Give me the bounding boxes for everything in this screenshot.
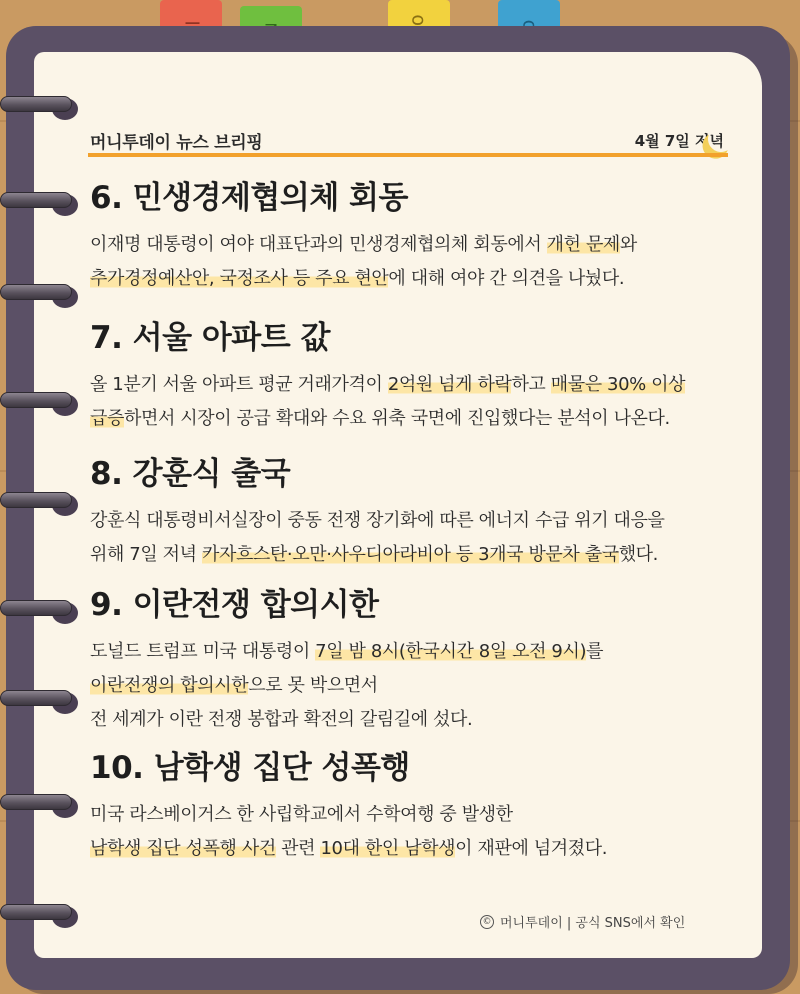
news-item-line — [90, 798, 750, 832]
highlighted-text: 급증 — [90, 408, 124, 429]
news-item-line — [90, 703, 750, 737]
ring-wire — [0, 284, 72, 300]
highlighted-text: 개헌 문제 — [546, 234, 620, 255]
highlighted-text: 7일 밤 8시(한국시간 8일 오전 9시) — [315, 641, 587, 662]
news-item-line — [90, 504, 750, 538]
news-item-line — [90, 368, 750, 402]
news-item-line — [90, 635, 750, 669]
binder-ring — [0, 388, 84, 418]
footer-text: 머니투데이 | 공식 SNS에서 확인 — [500, 916, 686, 931]
footer — [480, 912, 740, 931]
binder-ring — [0, 488, 84, 518]
date-text: 4월 7일 저녁 — [634, 131, 724, 150]
news-item-line — [90, 832, 750, 866]
body-text: 미국 라스베이거스 한 사립학교에서 수학여행 중 발생한 — [90, 804, 513, 825]
date-label — [635, 130, 730, 151]
news-item-line — [90, 262, 750, 296]
ring-wire — [0, 690, 72, 706]
news-item-line — [90, 538, 750, 572]
highlighted-text: 추가경정예산안, 국정조사 등 주요 현안 — [90, 268, 389, 289]
binder-rings — [0, 0, 90, 994]
binder-ring — [0, 188, 84, 218]
news-item — [90, 748, 750, 866]
body-text: 위해 7일 저녁 — [90, 544, 202, 565]
ring-wire — [0, 794, 72, 810]
binder-ring — [0, 92, 84, 122]
binder-ring — [0, 686, 84, 716]
ring-wire — [0, 392, 72, 408]
body-text: 와 — [619, 234, 637, 255]
news-item-title: 9. 이란전쟁 합의시한 — [90, 587, 379, 623]
ring-wire — [0, 904, 72, 920]
highlighted-text: 2억원 넘게 하락 — [387, 374, 512, 395]
highlighted-text: 남학생 집단 성폭행 사건 — [90, 838, 276, 859]
body-text: 관련 — [275, 838, 321, 859]
news-item-title: 7. 서울 아파트 값 — [90, 320, 330, 356]
news-item-line — [90, 669, 750, 703]
brand-title: 머니투데이 뉴스 브리핑 — [90, 132, 263, 153]
news-item-title: 10. 남학생 집단 성폭행 — [90, 750, 410, 786]
ring-wire — [0, 492, 72, 508]
body-text: 이재명 대통령이 여야 대표단과의 민생경제협의체 회동에서 — [90, 234, 547, 255]
body-text: 전 세계가 이란 전쟁 봉합과 확전의 갈림길에 섰다. — [90, 709, 473, 730]
body-text: 하면서 시장이 공급 확대와 수요 위축 국면에 진입했다는 분석이 나온다. — [123, 408, 670, 429]
body-text: 했다. — [618, 544, 658, 565]
body-text: 으로 못 박으면서 — [248, 675, 378, 696]
highlighted-text: 매물은 30% 이상 — [550, 374, 686, 395]
news-item-line — [90, 228, 750, 262]
body-text: 하고 — [511, 374, 551, 395]
body-text: 강훈식 대통령비서실장이 중동 전쟁 장기화에 따른 에너지 수급 위기 대응을 — [90, 510, 665, 531]
news-item-title: 6. 민생경제협의체 회동 — [90, 180, 408, 216]
highlighted-text: 10대 한인 남학생 — [320, 838, 456, 859]
news-item-title: 8. 강훈식 출국 — [90, 456, 291, 492]
highlighted-text: 카자흐스탄·오만·사우디아라비아 등 3개국 방문차 출국 — [201, 544, 619, 565]
body-text: 도널드 트럼프 미국 대통령이 — [90, 641, 316, 662]
header-divider — [88, 153, 728, 157]
news-item — [90, 318, 750, 436]
binder-ring — [0, 790, 84, 820]
ring-wire — [0, 600, 72, 616]
body-text: 이 재판에 넘겨졌다. — [455, 838, 608, 859]
binder-ring — [0, 900, 84, 930]
ring-wire — [0, 96, 72, 112]
ring-wire — [0, 192, 72, 208]
body-text: 에 대해 여야 간 의견을 나눴다. — [388, 268, 625, 289]
binder-ring — [0, 596, 84, 626]
news-item-line — [90, 402, 750, 436]
news-item — [90, 585, 750, 737]
copyright-icon: © — [480, 915, 494, 929]
body-text: 를 — [586, 641, 604, 662]
binder-ring — [0, 280, 84, 310]
news-item — [90, 178, 750, 296]
news-item — [90, 454, 750, 572]
highlighted-text: 이란전쟁의 합의시한 — [90, 675, 249, 696]
body-text: 올 1분기 서울 아파트 평균 거래가격이 — [90, 374, 388, 395]
